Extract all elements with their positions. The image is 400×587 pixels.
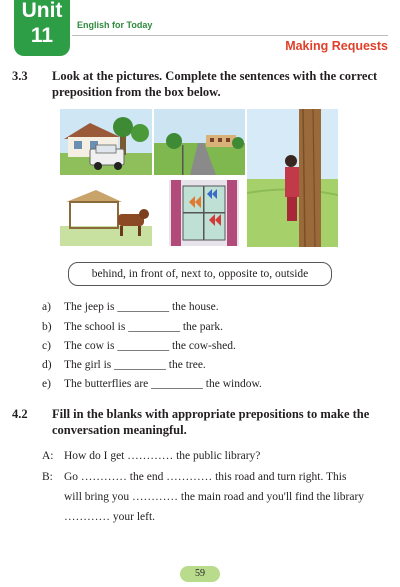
picture-girl-tree [247,109,338,247]
preposition-word-box: behind, in front of, next to, opposite to, outside [68,262,332,286]
instruction-line-1: Fill in the blanks with appropriate prepositions to make the [52,407,370,421]
picture-butterflies-window [169,180,239,246]
sentence-letter: b) [42,321,52,333]
unit-word: Unit [21,0,63,22]
dialogue-text: ………… your left. [64,511,156,523]
sentence-text: The jeep is _________ the house. [64,301,219,313]
instruction-line-2: preposition from the box below. [52,85,221,99]
sentence-text: The girl is _________ the tree. [64,359,206,371]
page-number: 59 [180,566,220,582]
dialogue-text: will bring you ………… the main road and you'll find the library [64,491,365,503]
sentence-text: The butterflies are _________ the window. [64,378,262,390]
speaker-label: A: [42,450,54,462]
task-number: 4.2 [12,407,28,421]
header-divider [72,35,388,36]
unit-badge [14,0,70,56]
dialogue-text: Go ………… the end ………… this road and turn right. This [64,471,347,483]
sentence-letter: c) [42,340,51,352]
dialogue-line-b-2 [64,490,364,504]
task-4-2-heading [12,406,392,440]
picture-school-road [154,109,245,175]
section-title: Making Requests [285,39,388,53]
instruction-line-1: Look at the pictures. Complete the sentences with the correct [52,69,378,83]
task-number: 3.3 [12,69,28,83]
sentence-letter: d) [42,359,52,371]
picture-jeep-house [60,109,152,175]
task-instruction [52,68,392,100]
dialogue-text: How do I get ………… the public library? [64,450,261,462]
sentence-text: The cow is _________ the cow-shed. [64,340,236,352]
book-title: English for Today [77,20,153,30]
sentence-letter: e) [42,378,51,390]
sentence-text: The school is _________ the park. [64,321,224,333]
task-instruction [52,406,392,438]
sentence-letter: a) [42,301,51,313]
dialogue-line-b-3 [64,510,155,524]
speaker-label: B: [42,471,53,483]
picture-cow-shed [60,180,152,246]
unit-number: 11 [30,24,54,47]
task-3-3-heading [12,68,392,102]
instruction-line-2: conversation meaningful. [52,423,187,437]
